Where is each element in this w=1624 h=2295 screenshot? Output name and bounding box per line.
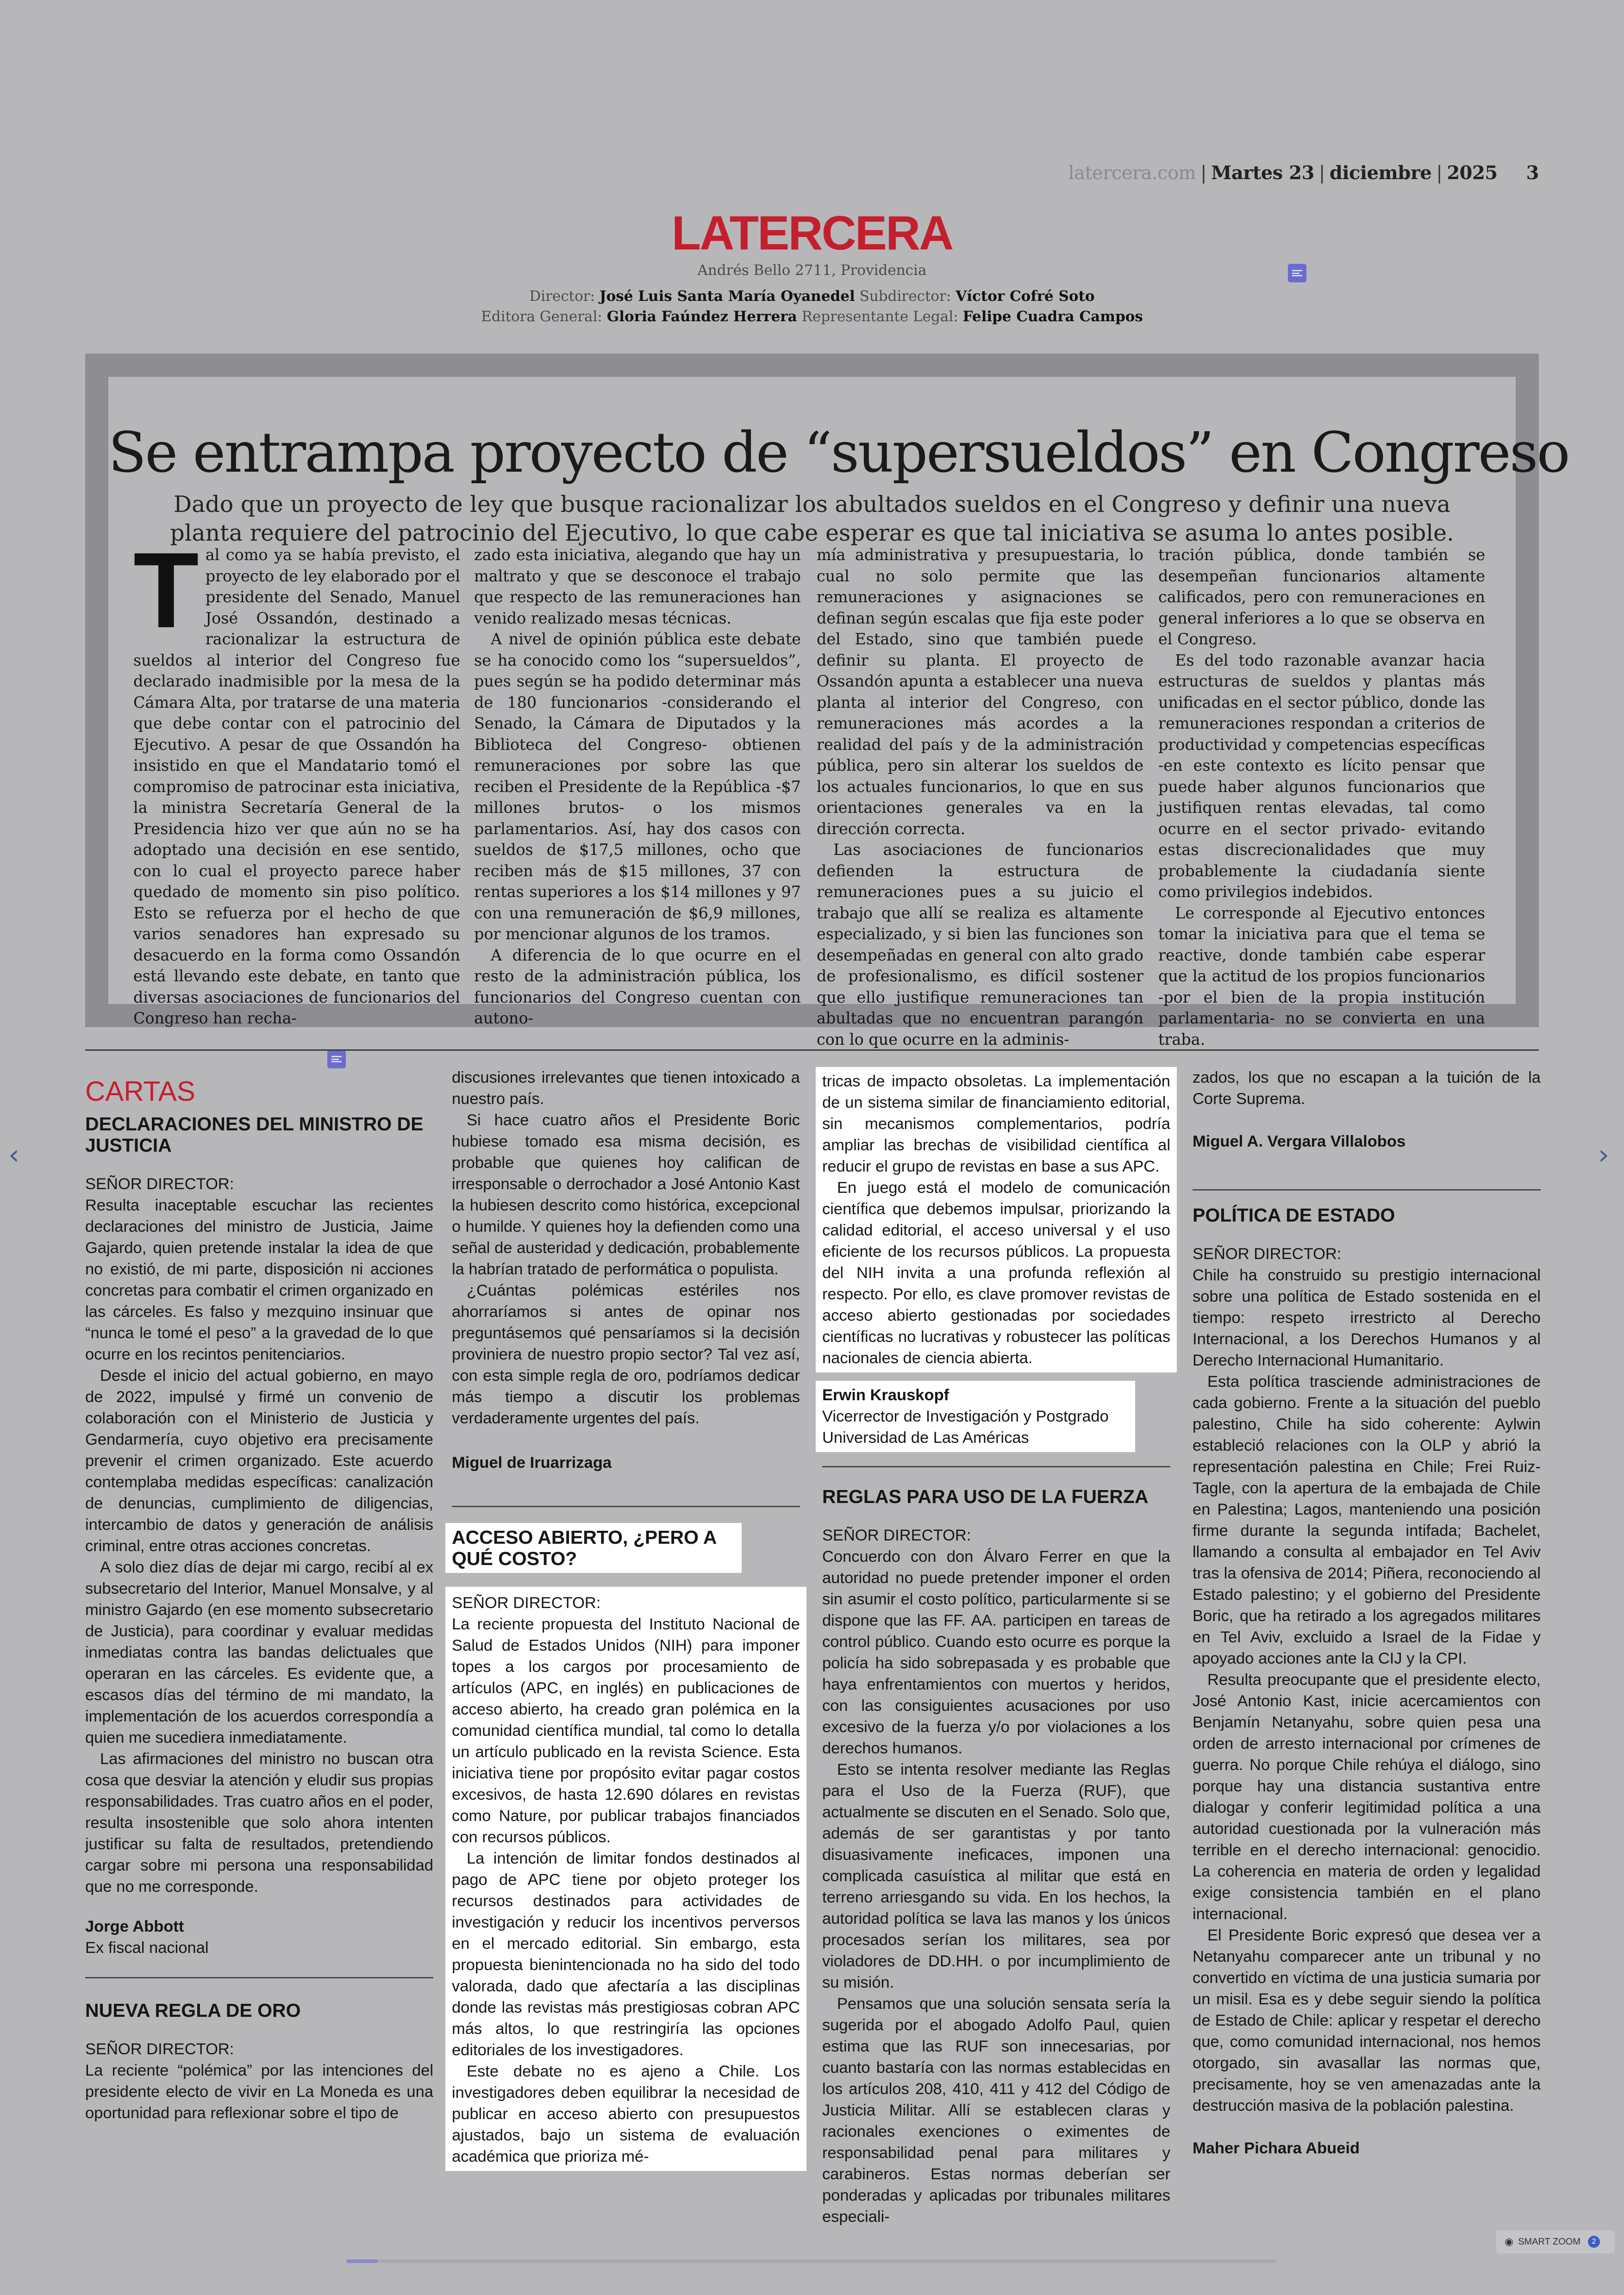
- letter-paragraph: El Presidente Boric expresó que desea ver a Netanyahu comparecer ante un tribunal y no convertido en víctima de una justicia sumaria por un misil. Esa es y debe seguir siendo la política de Estado de Chile: aplicar y respetar el derecho que, como comunidad internacional, nos hemos otorgado, sin avasallar las normas que, precisamente, hoy se ven amenazadas ante la destrucción masiva de la población palestina.: [1193, 1927, 1541, 2114]
- letters-column-1: [85, 1067, 433, 2124]
- address: Andrés Bello 2711, Providencia: [697, 262, 927, 279]
- editorial-paragraph: tración pública, donde también se desempeñan funcionarios altamente calificados, pero con remuneraciones en general inferiores a lo que se observa en el Congreso.: [1158, 546, 1485, 648]
- staff-line-2: [0, 308, 1624, 325]
- eye-icon: ◉: [1505, 2236, 1514, 2247]
- letter-paragraph: Esta política trasciende administraciones de cada gobierno. Frente a la situación del pueblo palestino, Chile ha sido coherente: Aylwin estableció relaciones con la OLP y abrió la representación palestina en Chile; Frei Ruiz-Tagle, con la apertura de la embajada de Chile en Palestina; Lagos, manteniendo una posición firme durante la segunda intifada; Bachelet, llamando a consulta al embajador en Tel Aviv tras la ofensiva de 2014; Piñera, reconociendo al Estado palestino; y el gobierno del Presidente Boric, que ha retirado a los agregados militares en Tel Aviv, excluido a Israel de la Fidae y apoyado acciones ante la CIJ y la CPI.: [1193, 1373, 1541, 1667]
- newspaper-logo: LATERCERA: [671, 206, 953, 260]
- letter-paragraph: La reciente “polémica” por las intenciones del presidente electo de vivir en La Moneda es una oportunidad para reflexionar sobre el tipo de: [85, 2062, 433, 2122]
- letter-paragraph: Pensamos que una solución sensata sería la sugerida por el abogado Adolfo Paul, quien estima que las RUF son innecesarias, por cuanto bastaría con las normas establecidas en los artículos 208, 410, 411 y 412 del Código de Justicia Militar. Allí se establecen claras y racionales exenciones o eximentes de responsabilidad penal para militares y carabineros. Estas normas deberían ser ponderadas y aplicadas por tribunales militares especiali-: [822, 1995, 1170, 2226]
- letter-salutation: SEÑOR DIRECTOR:: [1193, 1245, 1342, 1263]
- letter-salutation: SEÑOR DIRECTOR:: [85, 1175, 234, 1193]
- letter-title: REGLAS PARA USO DE LA FUERZA: [822, 1486, 1149, 1507]
- subdirector-label: Subdirector:: [859, 288, 951, 305]
- editorial-column-3: [817, 544, 1143, 1050]
- editorial-paragraph: Le corresponde al Ejecutivo entonces tomar la iniciativa para que el tema se reactive, donde también cabe esperar que la actitud de los propios funcionarios -por el bien de la propia institución parlamentaria- no se convierta en una traba.: [1158, 904, 1485, 1048]
- letter-paragraph: Concuerdo con don Álvaro Ferrer en que la autoridad no puede pretender imponer el orden sin asumir el costo político, particularmente si se dispone que las FF. AA. participen en tareas de control público. Cuando esto ocurre es porque la policía ha sido sobrepasada y es probable que haya enfrentamientos con muertos y heridos, con las consiguientes acusaciones por uso excesivo de la fuerza y/o por violaciones a los derechos humanos.: [822, 1548, 1170, 1757]
- letters-column-2: [452, 1067, 800, 2171]
- highlighted-block: [445, 1587, 806, 2171]
- letter-salutation: SEÑOR DIRECTOR:: [85, 2040, 234, 2058]
- date-month: diciembre: [1329, 162, 1432, 184]
- date-year: 2025: [1447, 162, 1498, 184]
- letter-title: POLÍTICA DE ESTADO: [1193, 1204, 1395, 1226]
- section-divider: [85, 1049, 1539, 1051]
- letter-paragraph: ¿Cuántas polémicas estériles nos ahorraríamos si antes de opinar nos preguntásemos qué pensaríamos si la decisión proviniera de nuestro propio sector? Tal vez así, con esta simple regla de oro, podríamos dedicar más tiempo a discutir los problemas verdaderamente urgentes del país.: [452, 1282, 800, 1427]
- editorial-column-4: [1158, 544, 1485, 1050]
- editorial-paragraph: Es del todo razonable avanzar hacia estructuras de sueldos y plantas más unificadas en el sector público, donde las remuneraciones respondan a criterios de productividad y competencias específicas -en este contexto es lícito pensar que puede haber algunos funcionarios que justifiquen rentas elevadas, tal como ocurre en el sector privado- evitando estas discrecionalidades que muy probablemente la ciudadanía siente como privilegios indebidos.: [1158, 651, 1485, 901]
- horizontal-scrollbar[interactable]: [346, 2259, 1277, 2263]
- page-number: 3: [1526, 162, 1539, 184]
- letter-paragraph: zados, los que no escapan a la tuición de la Corte Suprema.: [1193, 1069, 1541, 1108]
- drop-cap: T: [133, 530, 199, 650]
- editora-label: Editora General:: [481, 308, 602, 325]
- smart-zoom-button[interactable]: [1496, 2230, 1615, 2253]
- letter-salutation: SEÑOR DIRECTOR:: [822, 1527, 971, 1544]
- editorial-paragraph: Las asociaciones de funcionarios defienden la estructura de remuneraciones pues a su juicio el trabajo que allí se realiza es altamente especializado, y si bien las funciones son desempeñadas en general con alto grado de profesionalismo, es difícil sostener que ello justifique remuneraciones tan abultadas que no encuentran parangón con lo que ocurre en la adminis-: [817, 841, 1143, 1048]
- letter-signature-role: Ex fiscal nacional: [85, 1939, 209, 1957]
- representante-name: Felipe Cuadra Campos: [962, 308, 1143, 325]
- letter-divider: [822, 1466, 1170, 1467]
- chevron-right-icon[interactable]: ›: [1598, 1139, 1609, 1171]
- letter-paragraph: Las afirmaciones del ministro no buscan otra cosa que desviar la atención y eludir sus propias responsabilidades. Tras cuatro años en el poder, resulta insostenible que solo ahora intenten justificar su falta de resultados, pretendiendo cargar sobre mi persona una responsabilidad que no me corresponde.: [85, 1750, 433, 1896]
- note-icon[interactable]: [1288, 264, 1306, 282]
- letter-paragraph: tricas de impacto obsoletas. La implementación de un sistema similar de financiamiento editorial, sin mecanismos complementarios, podría ampliar las brechas de visibilidad científica al reducir el grupo de revistas en base a sus APC.: [822, 1073, 1170, 1175]
- letter-signature-role: Universidad de Las Américas: [822, 1429, 1029, 1447]
- smart-zoom-label: SMART ZOOM: [1518, 2236, 1581, 2247]
- highlighted-block: [816, 1067, 1177, 1372]
- letters-column-4: [1193, 1067, 1541, 2159]
- letter-title: ACCESO ABIERTO, ¿PERO A QUÉ COSTO?: [445, 1523, 742, 1573]
- editorial-paragraph: zado esta iniciativa, alegando que hay un maltrato y que se desconoce el trabajo que respecto de las remuneraciones han venido realizado mesas técnicas.: [474, 546, 801, 627]
- letter-signature: Miguel A. Vergara Villalobos: [1193, 1133, 1406, 1150]
- editorial-box: [85, 354, 1569, 1048]
- editorial-paragraph: A diferencia de lo que ocurre en el resto de la administración pública, los funcionarios del Congreso cuentan con autono-: [474, 946, 801, 1027]
- letter-signature: Jorge Abbott: [85, 1918, 184, 1935]
- date-line: latercera.com | Martes 23 | diciembre | 2025 3: [1068, 162, 1539, 184]
- editorial-paragraph: mía administrativa y presupuestaria, lo cual no solo permite que las remuneraciones y asignaciones se definan según escalas que fija este poder del Estado, sino que también puede definir su planta. El proyecto de Ossandón apunta a establecer una nueva planta al interior del Congreso, con remuneraciones más acordes a la realidad del país y de la administración pública, pero sin alterar los sueldos de los actuales funcionarios, lo que en sus orientaciones generales va en la dirección correcta.: [817, 546, 1143, 838]
- letter-paragraph: Desde el inicio del actual gobierno, en mayo de 2022, impulsé y firmé un convenio de colaboración con el Ministerio de Justicia y Gendarmería, cuyo objetivo era precisamente prevenir el crimen organizado. Este acuerdo contemplaba medidas específicas: canalización de denuncias, cumplimiento de diligencias, intercambio de datos y generación de análisis criminal, entre otras acciones concretas.: [85, 1367, 433, 1555]
- letter-paragraph: La intención de limitar fondos destinados al pago de APC tiene por objeto proteger los recursos destinados para actividades de investigación y reducir los incentivos perversos en el mercado editorial. Sin embargo, esta propuesta bienintencionada no ha sido del todo valorada, dado que afectaría a las disciplinas donde las revistas más prestigiosas cobran APC más altos, lo que restringiría las opciones editoriales de los investigadores.: [452, 1850, 800, 2059]
- letter-signature: Miguel de Iruarrizaga: [452, 1454, 612, 1472]
- section-title: CARTAS: [85, 1076, 195, 1107]
- editorial-headline: Se entrampa proyecto de “supersueldos” en Congreso: [108, 421, 1569, 485]
- letter-salutation: SEÑOR DIRECTOR:: [452, 1594, 601, 1612]
- editorial-inner: [108, 377, 1569, 1048]
- letter-paragraph: Resulta preocupante que el presidente electo, José Antonio Kast, inicie acercamientos con Benjamín Netanyahu, sobre quien pesa una orden de arresto internacional por crímenes de guerra. No porque Chile rehúya el diálogo, sino porque hay una distancia sustantiva entre dialogar y conferir legitimidad política a una autoridad cuestionada por la vulneración más terrible en el derecho internacional: genocidio. La coherencia en materia de orden y legalidad exige consistencia también en el plano internacional.: [1193, 1671, 1541, 1923]
- subdirector-name: Víctor Cofré Soto: [956, 288, 1095, 305]
- letter-paragraph: La reciente propuesta del Instituto Nacional de Salud de Estados Unidos (NIH) para imponer topes a los cargos por procesamiento de artículos (APC, en inglés) en publicaciones de acceso abierto, ha creado gran polémica en la comunidad científica mundial, tal como lo detalla un artículo publicado en la revista Science. Esta iniciativa tiene por propósito evitar pagar costos excesivos, de hasta 12.690 dólares en revistas como Nature, por publicar trabajos financiados con recursos públicos.: [452, 1615, 800, 1846]
- editora-name: Gloria Faúndez Herrera: [606, 308, 797, 325]
- editorial-paragraph: al como ya se había previsto, el proyecto de ley elaborado por el presidente del Senado, Manuel José Ossandón, destinado a racionalizar la estructura de sueldos al interior del Congreso fue declarado inadmisible por la mesa de la Cámara Alta, por tratarse de una materia que debe contar con el patrocinio del Ejecutivo. A pesar de que Ossandón ha insistido en que el Mandatario tomó el compromiso de patrocinar esta iniciativa, la ministra Secretaría General de la Presidencia hizo ver que aún no se ha adoptado una decisión en ese sentido, con lo cual el proyecto parece haber quedado de momento sin piso político. Esto se refuerza por el hecho de que varios senadores han expresado su desacuerdo en la forma como Ossandón está llevando este debate, en tanto que diversas asociaciones de funcionarios del Congreso han recha-: [133, 546, 460, 1027]
- letter-paragraph: Chile ha construido su prestigio internacional sobre una política de Estado sostenida en el tiempo: respeto irrestricto al Derecho Internacional, a los Derechos Humanos y al Derecho Internacional Humanitario.: [1193, 1266, 1541, 1369]
- letter-signature-role: Vicerrector de Investigación y Postgrado: [822, 1408, 1109, 1425]
- letter-title: DECLARACIONES DEL MINISTRO DE JUSTICIA: [85, 1113, 424, 1156]
- highlighted-signature: [816, 1381, 1135, 1452]
- editorial-column-1: [133, 530, 460, 1029]
- letter-paragraph: A solo diez días de dejar mi cargo, recibí al ex subsecretario del Interior, Manuel Monsalve, y al ministro Gajardo (en ese momento subsecretario de Justicia), para coordinar y evaluar medidas inmediatas contra las bandas delictuales que operaran en las cárceles. Es evidente que, a escasos días del término de mi mandato, la implementación de los acuerdos correspondía a quien me sucediera inmediatamente.: [85, 1559, 433, 1746]
- site-name[interactable]: latercera.com: [1068, 162, 1196, 184]
- letter-title: NUEVA REGLA DE ORO: [85, 2000, 301, 2021]
- chevron-left-icon[interactable]: ‹: [8, 1139, 19, 1171]
- letter-divider: [85, 1977, 433, 1978]
- letter-divider: [452, 1506, 800, 1507]
- letter-paragraph: Resulta inaceptable escuchar las recientes declaraciones del ministro de Justicia, Jaime Gajardo, quien pretende instalar la idea de que no existió, de mi parte, disposición ni acciones concretas para combatir el crimen organizado en las cárceles. Es falso y mezquino insinuar que “nunca le tomé el peso” a la gravedad de lo que ocurre en los recintos penitenciarios.: [85, 1197, 433, 1363]
- director-label: Director:: [529, 288, 595, 305]
- letter-signature: Erwin Krauskopf: [822, 1386, 949, 1404]
- letter-divider: [1193, 1189, 1541, 1191]
- letter-signature: Maher Pichara Abueid: [1193, 2139, 1360, 2157]
- staff-line-1: [0, 288, 1624, 305]
- note-icon[interactable]: [327, 1050, 346, 1068]
- date-day: Martes 23: [1211, 162, 1314, 184]
- editorial-column-2: [474, 544, 801, 1029]
- smart-zoom-badge: 2: [1588, 2236, 1600, 2248]
- letters-column-3: [822, 1067, 1170, 2227]
- letter-paragraph: Este debate no es ajeno a Chile. Los investigadores deben equilibrar la necesidad de publicar en acceso abierto con presupuestos ajustados, bajo un sistema de evaluación académica que prioriza mé-: [452, 2063, 800, 2165]
- representante-label: Representante Legal:: [801, 308, 958, 325]
- director-name: José Luis Santa María Oyanedel: [599, 288, 855, 305]
- scrollbar-thumb[interactable]: [346, 2259, 378, 2263]
- letter-paragraph: Esto se intenta resolver mediante las Reglas para el Uso de la Fuerza (RUF), que actualmente se discuten en el Senado. Solo que, además de ser garantistas y por tanto disuasivamente ineficaces, imponen una complicada casuística al militar que está en terreno arriesgando su vida. En los hechos, la autoridad política se lava las manos y los únicos procesados serían los militares, sea por violadores de DD.HH. o por incumplimiento de su misión.: [822, 1761, 1170, 1991]
- editorial-lead: Dado que un proyecto de ley que busque racionalizar los abultados sueldos en el Congreso y definir una nueva planta requiere del patrocinio del Ejecutivo, lo que cabe esperar es que tal iniciativa se asuma lo antes posible.: [170, 491, 1454, 546]
- letter-paragraph: Si hace cuatro años el Presidente Boric hubiese tomado esa misma decisión, es probable que quienes hoy califican de irresponsable o derrochador a José Antonio Kast la hubiesen descrito como histórica, excepcional o humilde. Y quienes hoy la defienden como una señal de austeridad y dedicación, probablemente la habrían tratado de performática o populista.: [452, 1111, 800, 1278]
- letter-paragraph: En juego está el modelo de comunicación científica que debemos impulsar, priorizando la calidad editorial, el acceso universal y el uso eficiente de los recursos públicos. La propuesta del NIH invita a una profunda reflexión al respecto. Por ello, es clave promover revistas de acceso abierto gestionadas por sociedades científicas no lucrativas y robustecer las políticas nacionales de ciencia abierta.: [822, 1179, 1170, 1367]
- editorial-paragraph: A nivel de opinión pública este debate se ha conocido como los “supersueldos”, pues según se ha podido determinar más de 180 funcionarios -considerando el Senado, la Cámara de Diputados y la Biblioteca del Congreso- obtienen remuneraciones por sobre las que reciben el Presidente de la República -$7 millones brutos- o los mismos parlamentarios. Así, hay dos casos con sueldos de $17,5 millones, ocho que reciben más de $15 millones, 37 con rentas superiores a los $14 millones y 97 con una remuneración de $6,9 millones, por mencionar algunos de los tramos.: [474, 630, 801, 943]
- letter-paragraph: discusiones irrelevantes que tienen intoxicado a nuestro país.: [452, 1069, 800, 1108]
